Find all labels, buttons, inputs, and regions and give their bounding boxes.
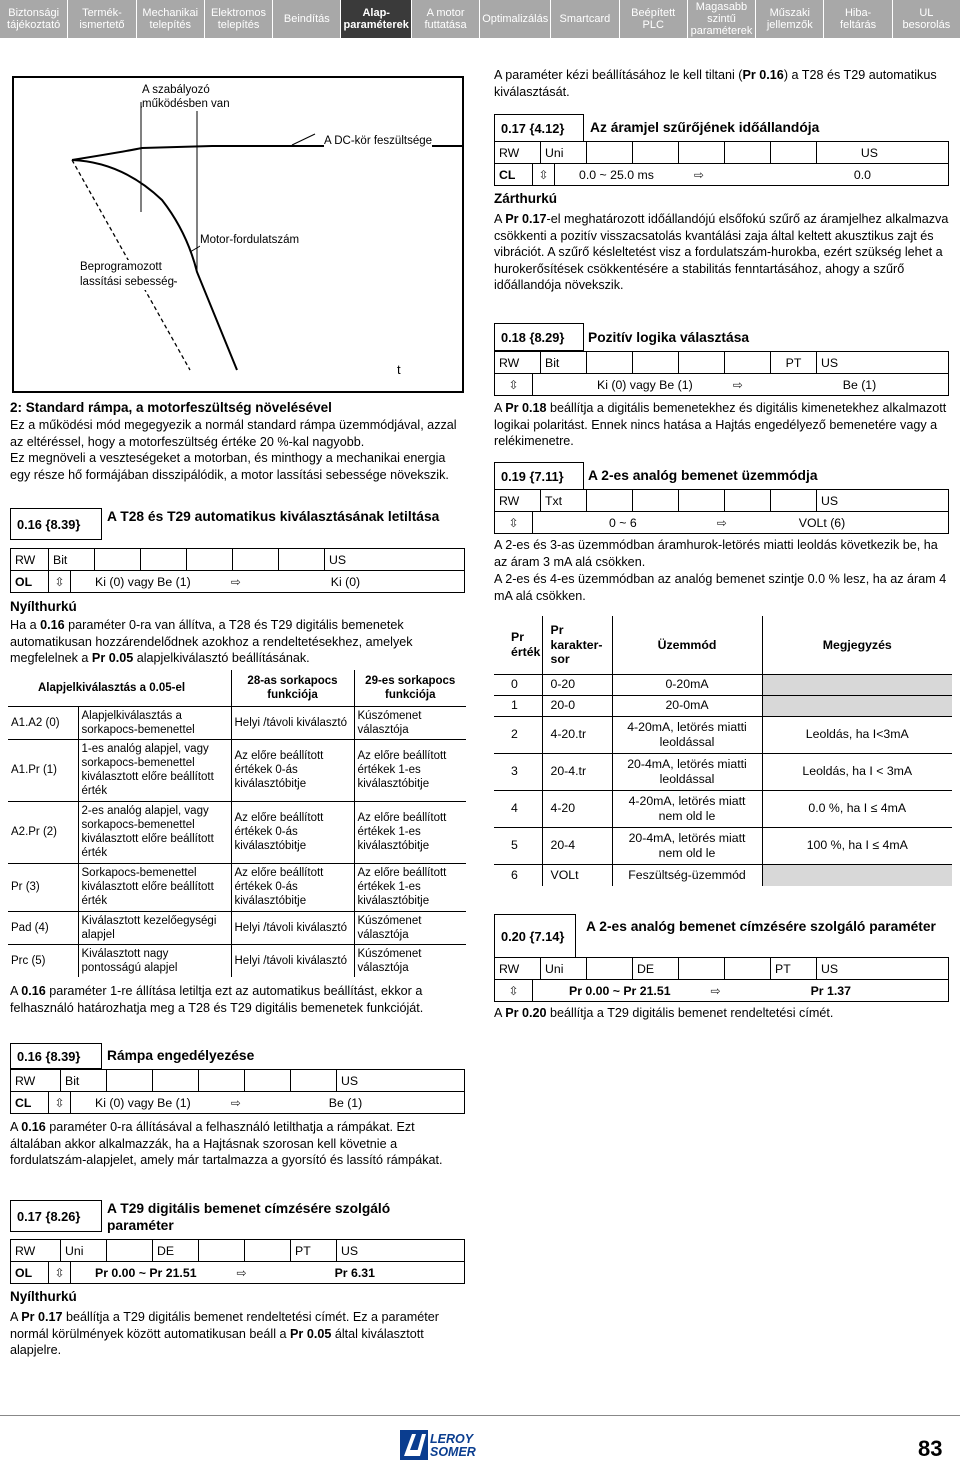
ref-cell: Pad (4) xyxy=(8,911,78,944)
ref-cell: Helyi /távoli kiválasztó xyxy=(231,706,354,739)
attr-uni: Uni xyxy=(541,142,587,163)
attr-us: US xyxy=(341,1073,359,1088)
range-mode: OL xyxy=(11,1262,49,1283)
attr-bit: Bit xyxy=(49,549,95,570)
modes-cell: 4-20mA, letörés miatt nem old le xyxy=(612,790,762,827)
attr-rw: RW xyxy=(11,1070,61,1091)
nav-tab-plc[interactable]: Beépített PLC xyxy=(620,0,688,38)
param-019-code: 0.19 {7.11} xyxy=(494,462,584,490)
param-0-16b-title: Rámpa engedélyezése xyxy=(107,1048,255,1063)
attr-blank xyxy=(771,490,817,511)
range-value xyxy=(71,1262,464,1283)
range-updown-icon: ⇳ xyxy=(49,1092,71,1113)
param-020-desc xyxy=(494,1005,949,1022)
range-updown-icon: ⇳ xyxy=(49,1262,71,1283)
param-0-16b-attrs xyxy=(10,1069,465,1092)
nav-tab-diagnostics[interactable]: Hiba- feltárás xyxy=(824,0,892,38)
desc-part: Pr 0.16 xyxy=(742,68,784,82)
modes-cell: 4-20 xyxy=(542,790,612,827)
diagram-label-prog: Beprogramozott lassítási sebesség xyxy=(80,261,174,288)
desc-part: A xyxy=(494,1006,506,1020)
attr-us: US xyxy=(341,1243,359,1258)
after-table-text xyxy=(10,983,468,1016)
nav-tab-startup[interactable]: Beindítás xyxy=(273,0,341,38)
param-019-range xyxy=(494,511,949,534)
desc-part: 0.16 xyxy=(40,618,65,632)
default-arrow-icon: ⇨ xyxy=(230,574,241,589)
modes-cell: 6 xyxy=(494,864,542,886)
footer-rule xyxy=(0,1415,960,1416)
default-arrow-icon: ⇨ xyxy=(236,1265,247,1280)
modes-cell: 20-0 xyxy=(542,695,612,716)
modes-cell: 4-20.tr xyxy=(542,716,612,753)
range-updown-icon: ⇳ xyxy=(49,571,71,592)
param-019-attrs xyxy=(494,489,949,512)
modes-header-mode: Üzemmód xyxy=(612,616,762,674)
param-r017-attrs xyxy=(494,141,949,164)
param-r017-range xyxy=(494,163,949,186)
ref-cell: Pr (3) xyxy=(8,863,78,911)
desc-part: A xyxy=(10,984,22,998)
modes-cell: 0-20mA xyxy=(612,674,762,695)
attr-blank xyxy=(633,490,679,511)
param-0-17-title: A T29 digitális bemenet címzésére szolgáló paraméter xyxy=(107,1201,391,1233)
default-value: Be (1) xyxy=(328,1095,363,1110)
desc-part: Ha a xyxy=(10,618,41,632)
attr-blank xyxy=(153,1070,199,1091)
attr-us: US xyxy=(821,961,839,976)
attr-pt: PT xyxy=(291,1240,337,1261)
range-updown-icon: ⇳ xyxy=(495,512,533,533)
desc-part: -el meghatározott időállandójú elsőfokú szűrő az áramjelhez alkalmazva csökkenti a pozitív visszacsatolás kvantálási zaja által keltett akusztikus zajt és vibrációt. A szűrő késleltetést visz a fordulatszám-hurokba, ezért szükség lehet a hurokerősítések csökkentésére a stabilitás fenntartásához, ahogy a szűrő időállandója növekszik. xyxy=(494,212,949,292)
param-0-17-desc xyxy=(10,1309,468,1359)
ref-cell: Alapjelkiválasztás a sorkapocs-bemenettel xyxy=(78,706,231,739)
attr-blank xyxy=(725,490,771,511)
default-value: VOLt (6) xyxy=(798,515,846,530)
default-value: Ki (0) xyxy=(330,574,361,589)
attr-rw: RW xyxy=(495,958,541,979)
desc-part: Pr 0.18 xyxy=(505,401,547,415)
range-text: 0.0 ~ 25.0 ms xyxy=(579,167,654,182)
attr-blank xyxy=(679,958,725,979)
range-value xyxy=(71,1092,464,1113)
default-value: Pr 1.37 xyxy=(810,983,851,998)
range-updown-icon: ⇳ xyxy=(495,374,533,395)
nav-tab-basic-params[interactable]: Alap- paraméterek xyxy=(341,0,411,38)
attr-rw: RW xyxy=(495,142,541,163)
range-value xyxy=(533,512,948,533)
attr-blank xyxy=(633,352,679,373)
top-nav xyxy=(0,0,960,38)
param-018-range xyxy=(494,373,949,396)
desc-part: által kiválasztott alapjelre. xyxy=(10,1326,424,1357)
ramp-diagram xyxy=(12,52,464,394)
ref-cell: Kiválasztott nagy pontosságú alapjel xyxy=(78,944,231,977)
modes-header-note: Megjegyzés xyxy=(762,616,952,674)
ref-cell: Az előre beállított értékek 0-ás kiválasztóbitje xyxy=(231,863,354,911)
desc-part: 0.16 xyxy=(21,984,46,998)
modes-header-string: Pr karakter- sor xyxy=(542,616,612,674)
attr-us: US xyxy=(821,493,839,508)
ramp-diagram-svg xyxy=(12,52,464,394)
attr-blank xyxy=(245,1240,291,1261)
modes-cell: 1 xyxy=(494,695,542,716)
modes-cell: 2 xyxy=(494,716,542,753)
ref-cell: Az előre beállított értékek 1-es kiválasztóbitje xyxy=(354,739,466,801)
default-value: Be (1) xyxy=(842,377,877,392)
modes-cell-empty xyxy=(762,864,952,886)
desc-part: ) a T28 és T29 automatikus kiválasztását. xyxy=(494,68,937,99)
param-0-16-desc xyxy=(10,617,465,667)
attr-blank xyxy=(107,1070,153,1091)
range-mode: CL xyxy=(495,164,533,185)
param-0-17-range xyxy=(10,1261,465,1284)
nav-tab-mechanical[interactable]: Mechanikai telepítés xyxy=(137,0,205,38)
ref-header-3: 29-es sorkapocs funkciója xyxy=(354,670,466,706)
ref-cell: A1.Pr (1) xyxy=(8,739,78,801)
range-text: 0 ~ 6 xyxy=(609,515,637,530)
default-arrow-icon: ⇨ xyxy=(230,1095,241,1110)
param-018-code: 0.18 {8.29} xyxy=(494,323,584,351)
ref-cell: 1-es analóg alapjel, vagy sorkapocs-bemenettel kiválasztott előre beállított érték xyxy=(78,739,231,801)
desc-part: paraméter 1-re állítása letiltja ezt az automatikus beállítást, ekkor a felhasználó határozhatja meg a T28 és T29 digitális bemenetek funkcióját. xyxy=(10,984,424,1015)
range-text: Ki (0) vagy Be (1) xyxy=(95,574,191,589)
param-0-17-code: 0.17 {8.26} xyxy=(10,1200,102,1232)
nav-tab-running-motor[interactable]: A motor futtatása xyxy=(412,0,480,38)
attr-us: US xyxy=(860,145,878,160)
default-arrow-icon: ⇨ xyxy=(716,515,727,530)
attr-us: US xyxy=(821,355,839,370)
modes-cell: 4 xyxy=(494,790,542,827)
diagram-label-motor: Motor-fordulatszám xyxy=(200,232,299,249)
desc-part: A xyxy=(10,1120,22,1134)
range-mode: OL xyxy=(11,571,49,592)
attr-blank xyxy=(725,352,771,373)
range-updown-icon: ⇳ xyxy=(533,164,555,185)
attr-blank xyxy=(279,549,325,570)
ramp-heading: 2: Standard rámpa, a motorfeszültség növelésével xyxy=(10,400,332,415)
modes-cell: 0.0 %, ha I ≤ 4mA xyxy=(762,790,952,827)
ref-cell: Az előre beállított értékek 1-es kiválasztóbitje xyxy=(354,801,466,863)
modes-cell: Feszültség-üzemmód xyxy=(612,864,762,886)
right-intro xyxy=(494,67,949,100)
param-020-title: A 2-es analóg bemenet címzésére szolgáló paraméter xyxy=(586,919,936,934)
attr-blank xyxy=(587,142,633,163)
ref-cell: Az előre beállított értékek 1-es kiválasztóbitje xyxy=(354,863,466,911)
attr-blank xyxy=(187,549,233,570)
attr-blank xyxy=(587,352,633,373)
ref-cell: Kiválasztott kezelőegységi alapjel xyxy=(78,911,231,944)
attr-blank xyxy=(587,958,633,979)
attr-blank xyxy=(679,490,725,511)
desc-part: A paraméter kézi beállításához le kell tiltani ( xyxy=(494,68,743,82)
nav-tab-electrical[interactable]: Elektromos telepítés xyxy=(205,0,273,38)
attr-blank xyxy=(291,1070,337,1091)
range-value xyxy=(555,164,948,185)
desc-part: 0.16 xyxy=(21,1120,46,1134)
desc-part: Pr 0.20 xyxy=(505,1006,547,1020)
ref-cell: Prc (5) xyxy=(8,944,78,977)
attr-uni: Uni xyxy=(541,958,587,979)
modes-cell: 0-20 xyxy=(542,674,612,695)
range-value xyxy=(71,571,464,592)
range-value xyxy=(533,980,948,1001)
default-arrow-icon: ⇨ xyxy=(693,167,704,182)
ref-cell: Kúszómenet választója xyxy=(354,706,466,739)
param-0-16-title: A T28 és T29 automatikus kiválasztásának letiltása xyxy=(107,509,440,524)
param-018-title: Pozitív logika választása xyxy=(588,330,750,345)
attr-blank xyxy=(771,142,817,163)
param-019-title: A 2-es analóg bemenet üzemmódja xyxy=(588,468,818,483)
range-text: Ki (0) vagy Be (1) xyxy=(597,377,693,392)
modes-cell: 3 xyxy=(494,753,542,790)
attr-rw: RW xyxy=(495,490,541,511)
modes-cell: 20-4 xyxy=(542,827,612,864)
desc-part: beállítja a digitális bemenetekhez és digitális kimenetekhez alkalmazott logikai polaritást. Ennek nincs hatása a Hajtás engedélyező bemenetére vagy a relékimenetre. xyxy=(494,401,947,448)
default-value: Pr 6.31 xyxy=(334,1265,375,1280)
ref-cell: Helyi /távoli kiválasztó xyxy=(231,911,354,944)
diagram-label-regulator: A szabályozó működésben van xyxy=(142,84,230,110)
attr-rw: RW xyxy=(11,549,49,570)
page-number: 83 xyxy=(918,1436,943,1461)
param-0-16b-desc xyxy=(10,1119,468,1169)
nav-tab-advanced[interactable]: Magasabb szintű paraméterek xyxy=(688,0,756,38)
desc-part: Pr 0.17 xyxy=(505,212,547,226)
desc-part: paraméter 0-ra van állítva, a T28 és T29 digitális bemenetek automatikusan hozzárendelődnek azokhoz a rendeltetésekhez, amelyek megfelelnek a xyxy=(10,618,413,665)
ref-cell: Helyi /távoli kiválasztó xyxy=(231,944,354,977)
desc-part: Pr 0.05 xyxy=(290,1326,332,1341)
range-updown-icon: ⇳ xyxy=(495,980,533,1001)
param-0-16-mode: Nyílthurkú xyxy=(10,599,77,614)
nav-tab-technical[interactable]: Műszaki jellemzők xyxy=(756,0,824,38)
modes-cell: 20-4mA, letörés miatt nem old le xyxy=(612,827,762,864)
param-0-17-mode: Nyílthurkú xyxy=(10,1289,77,1304)
modes-cell: 5 xyxy=(494,827,542,864)
attr-us: US xyxy=(329,552,347,567)
attr-bit: Bit xyxy=(541,352,587,373)
modes-cell: Leoldás, ha I < 3mA xyxy=(762,753,952,790)
modes-cell: 0 xyxy=(494,674,542,695)
param-r017-desc xyxy=(494,211,949,294)
param-018-desc xyxy=(494,400,949,450)
param-r017-code: 0.17 {4.12} xyxy=(494,114,584,142)
attr-blank xyxy=(141,549,187,570)
modes-table xyxy=(494,616,952,886)
attr-blank xyxy=(199,1240,245,1261)
attr-blank xyxy=(233,549,279,570)
attr-blank xyxy=(107,1240,153,1261)
ramp-text-2: Ez megnöveli a veszteségeket a motorban, és minthogy a mechanikai energia egy része hő formájában disszipálódik, a motor lassítási sebessége növekszik. xyxy=(10,451,449,482)
param-0-16b-range xyxy=(10,1091,465,1114)
modes-cell: 100 %, ha I ≤ 4mA xyxy=(762,827,952,864)
attr-de: DE xyxy=(153,1240,199,1261)
desc-part: beállítja a T29 digitális bemenet rendeltetési címét. xyxy=(546,1006,834,1020)
param-0-16-range xyxy=(10,570,465,593)
nav-tab-optimization[interactable]: Optimalizálás xyxy=(480,0,551,38)
nav-tab-product[interactable]: Termék- ismertető xyxy=(68,0,136,38)
modes-header-value: Pr érték xyxy=(494,616,542,674)
desc-part: A xyxy=(10,1310,22,1324)
range-value xyxy=(533,374,948,395)
attr-uni: Uni xyxy=(61,1240,107,1261)
ref-cell: Az előre beállított értékek 0-ás kiválasztóbitje xyxy=(231,739,354,801)
attr-blank xyxy=(245,1070,291,1091)
modes-cell-empty xyxy=(762,695,952,716)
attr-blank xyxy=(725,958,771,979)
attr-blank xyxy=(95,549,141,570)
param-019-text-2: A 2-es és 4-es üzemmódban az analóg bemenet szintje 0.0 % lesz, ha az áram 4 mA alá csökken. xyxy=(494,572,947,603)
param-0-16-code: 0.16 {8.39} xyxy=(10,508,102,540)
attr-de: DE xyxy=(633,958,679,979)
ref-cell: Az előre beállított értékek 0-ás kiválasztóbitje xyxy=(231,801,354,863)
dc-leader xyxy=(292,134,315,145)
attr-pt: PT xyxy=(771,352,817,373)
attr-blank xyxy=(199,1070,245,1091)
param-018-attrs xyxy=(494,351,949,374)
param-020-code: 0.20 {7.14} xyxy=(494,914,576,958)
modes-cell-empty xyxy=(762,674,952,695)
default-value: 0.0 xyxy=(853,167,872,182)
nav-tab-ul[interactable]: UL besorolás xyxy=(902,7,951,31)
param-r017-mode: Zárthurkú xyxy=(494,191,558,206)
attr-txt: Txt xyxy=(541,490,587,511)
ref-header-2: 28-as sorkapocs funkciója xyxy=(231,670,354,706)
attr-rw: RW xyxy=(495,352,541,373)
attr-blank xyxy=(679,352,725,373)
range-text: Pr 0.00 ~ Pr 21.51 xyxy=(569,983,671,998)
desc-part: Pr 0.05 xyxy=(91,651,134,665)
param-r017-title: Az áramjel szűrőjének időállandója xyxy=(590,120,820,135)
reference-table xyxy=(8,670,466,977)
modes-cell: 4-20mA, letörés miatti leoldással xyxy=(612,716,762,753)
default-arrow-icon: ⇨ xyxy=(732,377,743,392)
modes-cell: VOLt xyxy=(542,864,612,886)
ref-header-1: Alapjelkiválasztás a 0.05-el xyxy=(8,670,231,706)
ref-cell: A2.Pr (2) xyxy=(8,801,78,863)
attr-blank xyxy=(587,490,633,511)
ref-cell: A1.A2 (0) xyxy=(8,706,78,739)
param-0-16-attrs xyxy=(10,548,465,571)
ref-cell: Kúszómenet választója xyxy=(354,911,466,944)
desc-part: A xyxy=(494,401,506,415)
desc-part: alapjelkiválasztó beállításának. xyxy=(133,651,310,665)
diagram-label-dc: A DC-kör feszültsége xyxy=(324,133,432,150)
attr-pt: PT xyxy=(771,958,817,979)
diagram-label-t: t xyxy=(397,362,401,377)
range-text: Pr 0.00 ~ Pr 21.51 xyxy=(95,1265,197,1280)
ref-cell: 2-es analóg alapjel, vagy sorkapocs-bemenettel kiválasztott előre beállított érték xyxy=(78,801,231,863)
ref-cell: Kúszómenet választója xyxy=(354,944,466,977)
modes-cell: 20-4.tr xyxy=(542,753,612,790)
modes-cell: Leoldás, ha I<3mA xyxy=(762,716,952,753)
param-0-17-attrs xyxy=(10,1239,465,1262)
param-0-16b-code: 0.16 {8.39} xyxy=(10,1043,102,1069)
leroy-somer-logo xyxy=(400,1428,490,1462)
param-020-attrs xyxy=(494,957,949,980)
desc-part: Pr 0.17 xyxy=(21,1310,63,1324)
desc-part: beállítja a T29 digitális bemenet rendeltetési címét. Ez a paraméter normál körülmények között automatikusan beáll a xyxy=(10,1310,439,1341)
attr-blank xyxy=(679,142,725,163)
default-arrow-icon: ⇨ xyxy=(710,983,721,998)
nav-tab-smartcard[interactable]: Smartcard xyxy=(551,0,619,38)
modes-cell: 20-4mA, letörés miatti leoldással xyxy=(612,753,762,790)
desc-part: paraméter 0-ra állításával a felhasználó letilthatja a rámpákat. Ezt általában akkor alkalmazzák, ha a Hajtásnak szorosan kell követnie a fordulatszám-alapjelet, amely már tartalmazza a gyorsító és lassító rámpákat. xyxy=(10,1120,443,1167)
ramp-text-1: Ez a működési mód megegyezik a normál standard rámpa üzemmódjával, azzal az eltéréssel, hogy a motorfeszültség értéke 20 %-kal nagyobb. xyxy=(10,418,457,449)
param-020-range xyxy=(494,979,949,1002)
param-019-text-1: A 2-es és 3-as üzemmódban áramhurok-letörés miatti leoldás következik be, ha az áram 3 mA alá csökken. xyxy=(494,538,938,569)
ref-cell: Sorkapocs-bemenettel kiválasztott előre beállított érték xyxy=(78,863,231,911)
attr-bit: Bit xyxy=(61,1070,107,1091)
desc-part: A xyxy=(494,212,506,226)
attr-blank xyxy=(725,142,771,163)
logo-text: LEROY SOMER xyxy=(430,1432,476,1459)
modes-cell: 20-0mA xyxy=(612,695,762,716)
attr-blank xyxy=(633,142,679,163)
attr-rw: RW xyxy=(11,1240,61,1261)
range-text: Ki (0) vagy Be (1) xyxy=(95,1095,191,1110)
range-mode: CL xyxy=(11,1092,49,1113)
nav-tab-safety[interactable]: Biztonsági tájékoztató xyxy=(0,0,68,38)
